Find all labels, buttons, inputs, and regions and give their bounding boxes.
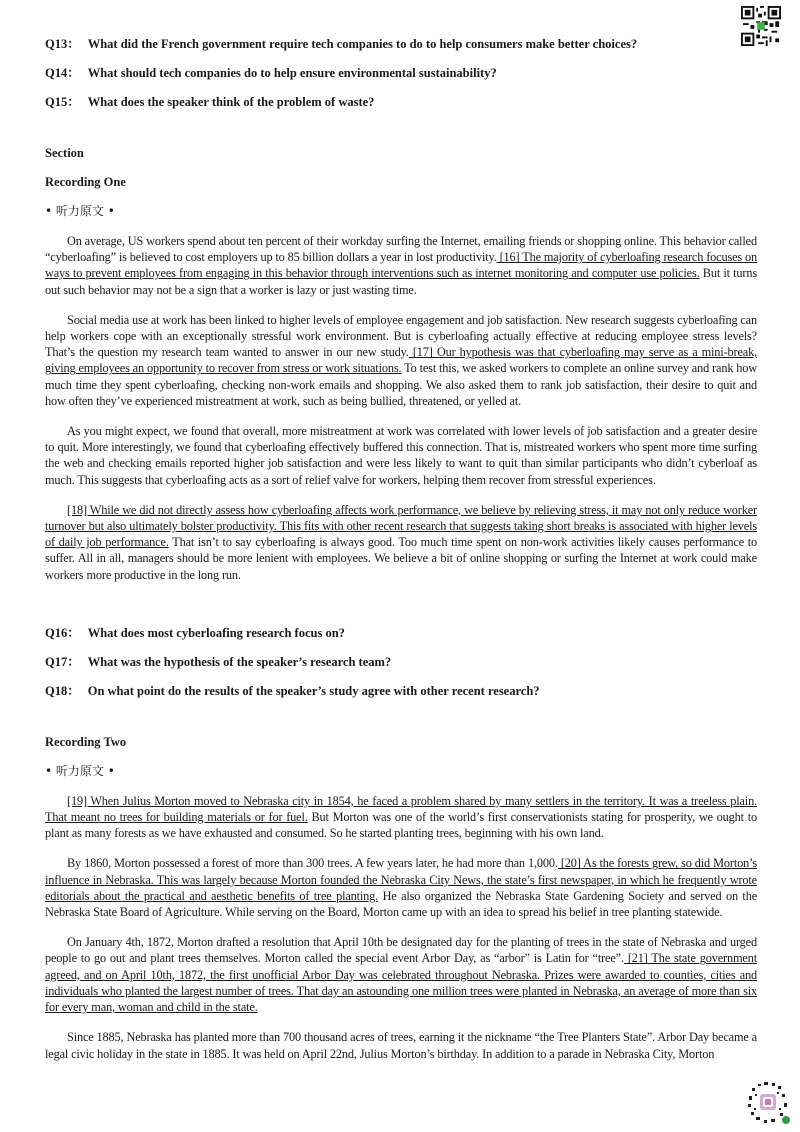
answer-underline: [20] As the forests grew, so did Morton’s influence in Nebraska. This was largely because Morton founded the Nebraska City News, the state’s first newspaper, in which he frequently wrote editorials about the practical and aesthetic benefits of tree planting. bbox=[45, 856, 757, 903]
question-q13: Q13： What did the French government require tech companies to do to help consumers make better choices? bbox=[45, 37, 638, 51]
transcript-label: • 听力原文 • bbox=[45, 763, 115, 778]
paragraph: [18] While we did not directly assess how cyberloafing affects work performance, we believe by relieving stress, it may not only reduce worker turnover but also ultimately bolster productivity. This fits with other recent research that suggests taking short breaks is associated with higher levels of daily job performance. That isn’t to say cyberloafing is always good. Too much time spent on non-work activities likely causes performance to suffer. All in all, managers should be more lenient with employees. We believe a bit of online shopping or surfing the Internet at work could make workers more productive in the long run. bbox=[45, 502, 758, 582]
recording-one-title: Recording One bbox=[45, 175, 126, 189]
paragraph: Social media use at work has been linked to higher levels of employee engagement and job satisfaction. New research suggests cyberloafing can help workers cope with an exceptionally stressful work environment. But is cyberloafing actually effective at reducing employee stress levels? That’s the question my research team wanted to answer in our new study. [17] Our hypothesis was that cyberloafing may serve as a mini-break, giving employees an opportunity to recover from stress or work situations. To test this, we asked workers to complete an online survey and rank how much time they spent cyberloafing, checking non-work emails and shopping. We also asked them to rank job satisfaction, their desire to quit and how often they’ve experienced mistreatment at work, such as being bullied, threatened, or yelled at. bbox=[45, 312, 758, 408]
question-q15: Q15： What does the speaker think of the problem of waste? bbox=[45, 95, 375, 109]
section-label: Section bbox=[45, 146, 84, 160]
paragraph: As you might expect, we found that overall, more mistreatment at work was correlated with lower levels of job satisfaction and a greater desire to quit. More interestingly, we found that cyberloafing effectively buffered this connection. That is, mistreated workers who spent more time surfing the web and checking emails reported higher job satisfaction and were less likely to want to quit than similar participants who didn’t cyberloaf as much. This suggests that cyberloafing acts as a sort of relief valve for workers, helping them recover from stressful experiences. bbox=[45, 424, 757, 487]
paragraph: By 1860, Morton possessed a forest of more than 300 trees. A few years later, he had more than 1,000. [20] As the forests grew, so did Morton’s influence in Nebraska. This was largely because Morton founded the Nebraska City News, the state’s first newspaper, in which he frequently wrote editorials about the practical and aesthetic benefits of tree planting. He also organized the Nebraska State Gardening Society and served on the Nebraska State Board of Agriculture. While serving on the Board, Morton came up with an idea to spread his belief in tree planting statewide. bbox=[45, 856, 758, 920]
paragraph: Since 1885, Nebraska has planted more than 700 thousand acres of trees, earning it the nickname “the Tree Planters State”. Arbor Day became a legal civic holiday in the state in 1885. It was held on April 22nd, Julius Morton’s birthday. In addition to a parade in Nebraska City, Morton bbox=[45, 1030, 757, 1061]
recording-two-title: Recording Two bbox=[45, 734, 127, 749]
answer-underline: [19] When Julius Morton moved to Nebraska city in 1854, he faced a problem shared by many settlers in the territory. It was a treeless plain. That meant no trees for building materials or for fuel. bbox=[45, 793, 757, 825]
paragraph: On January 4th, 1872, Morton drafted a resolution that April 10th be designated day for the planting of trees in the state of Nebraska and urged people to go out and plant trees themselves. Morton called the special event Arbor Day, as “arbor” is Latin for “tree”. [21] The state government agreed, and on April 10th, 1872, the first unofficial Arbor Day was celebrated throughout Nebraska. Prizes were awarded to counties, cities and individuals who planted the largest number of trees. That day an astounding one million trees were planted in Nebraska, an average of more than six for every man, woman and child in the state. bbox=[45, 935, 757, 1015]
question-q14: Q14： What should tech companies do to help ensure environmental sustainability? bbox=[45, 66, 497, 80]
document-page bbox=[45, 36, 757, 1076]
question-q18: Q18： On what point do the results of the speaker’s study agree with other recent research? bbox=[45, 683, 540, 698]
question-q17: Q17： What was the hypothesis of the speaker’s research team? bbox=[45, 654, 392, 669]
paragraph: On average, US workers spend about ten percent of their workday surfing the Internet, emailing friends or shopping online. This behavior called “cyberloafing” is believed to cost employers up to 85 billion dollars a year in lost productivity. [16] The majority of cyberloafing research focuses on ways to prevent employees from engaging in this behavior through interventions such as internet monitoring and computer use policies. But it turns out such behavior may not be a sign that a worker is lazy or just wasting time. bbox=[45, 234, 758, 297]
answer-underline: [21] The state government agreed, and on April 10th, 1872, the first unofficial Arbor Day was celebrated throughout Nebraska. Prizes were awarded to counties, cities and individuals who planted the largest number of trees. That day an astounding one million trees were planted in Nebraska, an average of more than six for every man, woman and child in the state. bbox=[45, 951, 757, 1015]
qr-code-badge-icon bbox=[742, 1076, 794, 1128]
answer-underline: [16] The majority of cyberloafing research focuses on ways to prevent employees from engaging in this behavior through interventions such as internet monitoring and computer use policies. bbox=[45, 250, 757, 281]
answer-underline: [18] While we did not directly assess how cyberloafing affects work performance, we believe by relieving stress, it may not only reduce worker turnover but also ultimately bolster productivity. This fits with other recent research that suggests taking short breaks is associated with higher levels of daily job performance. bbox=[45, 502, 757, 550]
questions-recording-one bbox=[45, 625, 757, 699]
paragraph: [19] When Julius Morton moved to Nebraska city in 1854, he faced a problem shared by many settlers in the territory. It was a treeless plain. That meant no trees for building materials or for fuel. But Morton was one of the world’s first conservationists stating for prosperity, we ought to plant as many forests as we have exhausted and consumed. So he started planting trees, beginning with his own land. bbox=[45, 793, 758, 841]
questions-top bbox=[45, 36, 757, 110]
answer-underline: [17] Our hypothesis was that cyberloafing may serve as a mini-break, giving employees an opportunity to recover from stress or work situations. bbox=[45, 345, 757, 376]
question-q16: Q16： What does most cyberloafing research focus on? bbox=[45, 625, 345, 640]
transcript-label: • 听力原文 • bbox=[45, 204, 115, 218]
